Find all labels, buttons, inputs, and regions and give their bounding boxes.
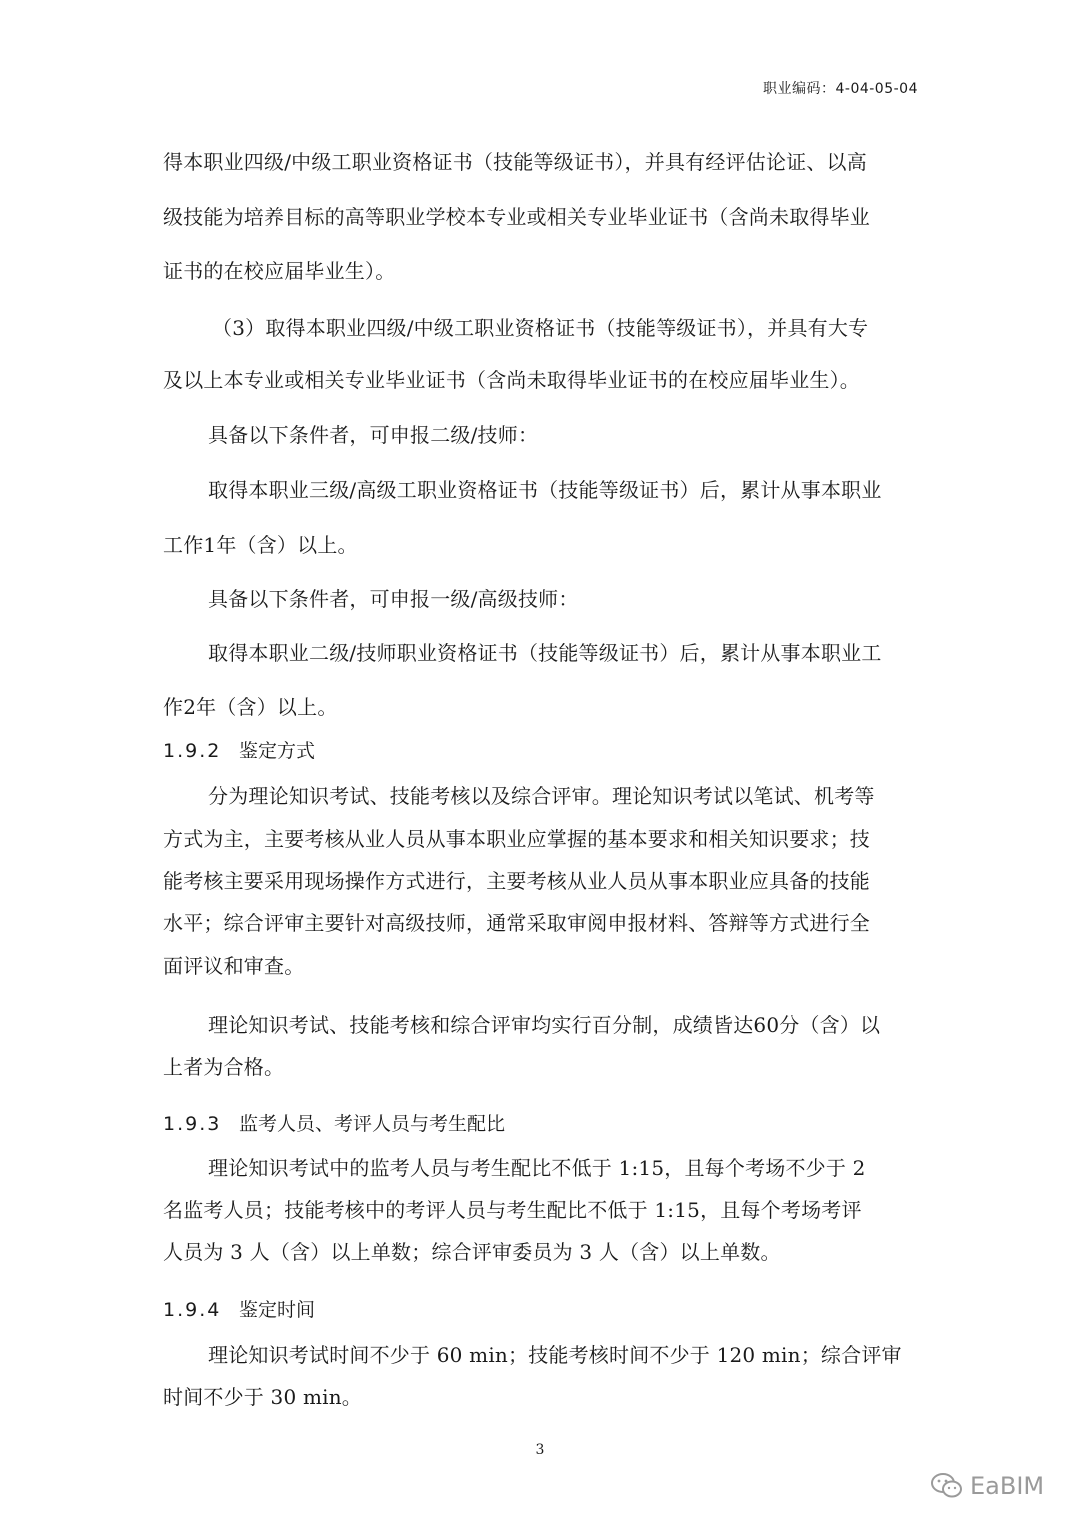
occupation-code: 职业编码：4-04-05-04: [762, 81, 918, 97]
wechat-icon: [930, 1472, 964, 1500]
text-line: 级技能为培养目标的高等职业学校本专业或相关专业毕业证书（含尚未取得毕业: [163, 205, 870, 229]
text-line: 作2年（含）以上。: [163, 695, 338, 719]
watermark-text: EaBIM: [970, 1472, 1045, 1500]
text-line: 取得本职业三级/高级工职业资格证书（技能等级证书）后，累计从事本职业: [208, 478, 882, 502]
watermark: [930, 1466, 1044, 1506]
text-line: 证书的在校应届毕业生）。: [163, 259, 396, 283]
section-number: 1.9.3: [163, 1113, 222, 1135]
section-heading: [163, 1301, 315, 1320]
page-number: 3: [535, 1442, 545, 1458]
text-line: 具备以下条件者，可申报二级/技师：: [208, 423, 539, 447]
section-number: 1.9.4: [163, 1299, 222, 1321]
text-line: 上者为合格。: [163, 1055, 285, 1079]
text-line: 时间不少于 30 min。: [163, 1385, 363, 1409]
text-line: 人员为 3 人（含）以上单数；综合评审委员为 3 人（含）以上单数。: [163, 1240, 781, 1264]
text-line: 具备以下条件者，可申报一级/高级技师：: [208, 587, 579, 611]
section-title: 鉴定时间: [239, 1299, 316, 1321]
text-line: 能考核主要采用现场操作方式进行，主要考核从业人员从事本职业应具备的技能: [163, 869, 870, 893]
section-title: 监考人员、考评人员与考生配比: [239, 1113, 506, 1135]
section-number: 1.9.2: [163, 740, 222, 762]
text-line: 面评议和审查。: [163, 954, 305, 978]
text-line: 分为理论知识考试、技能考核以及综合评审。理论知识考试以笔试、机考等: [208, 784, 875, 808]
text-line: 得本职业四级/中级工职业资格证书（技能等级证书），并具有经评估论证、以高: [163, 150, 867, 174]
text-line: （3）取得本职业四级/中级工职业资格证书（技能等级证书），并具有大专: [212, 316, 869, 340]
section-title: 鉴定方式: [239, 740, 316, 762]
text-line: 理论知识考试时间不少于 60 min；技能考核时间不少于 120 min；综合评审: [208, 1343, 902, 1367]
text-line: 方式为主，主要考核从业人员从事本职业应掌握的基本要求和相关知识要求；技: [163, 827, 870, 851]
text-line: 理论知识考试、技能考核和综合评审均实行百分制，成绩皆达60分（含）以: [208, 1013, 881, 1037]
text-line: 理论知识考试中的监考人员与考生配比不低于 1:15，且每个考场不少于 2: [208, 1156, 866, 1180]
section-heading: [163, 742, 315, 761]
text-line: 取得本职业二级/技师职业资格证书（技能等级证书）后，累计从事本职业工: [208, 641, 882, 665]
section-heading: [163, 1115, 505, 1134]
text-line: 及以上本专业或相关专业毕业证书（含尚未取得毕业证书的在校应届毕业生）。: [163, 368, 860, 392]
text-line: 工作1年（含）以上。: [163, 533, 358, 557]
text-line: 水平；综合评审主要针对高级技师，通常采取审阅申报材料、答辩等方式进行全: [163, 911, 870, 935]
text-line: 名监考人员；技能考核中的考评人员与考生配比不低于 1:15，且每个考场考评: [163, 1198, 862, 1222]
